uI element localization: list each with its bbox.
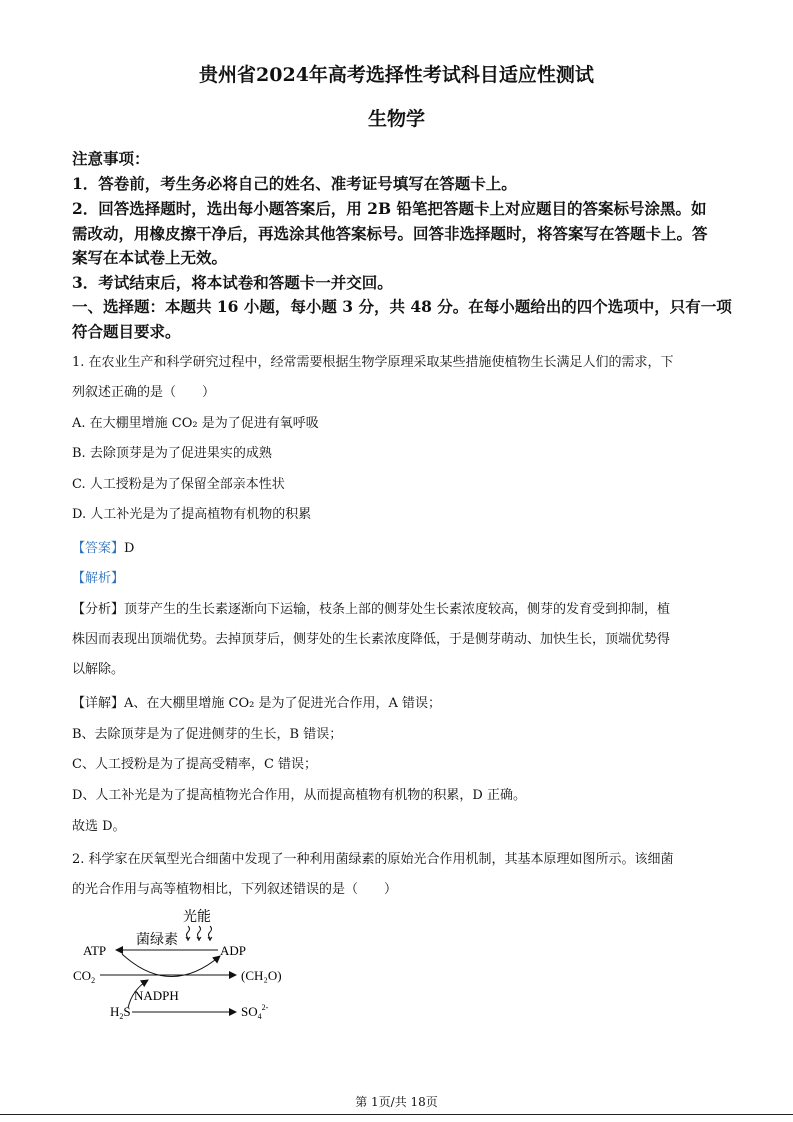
subject-title: 生物学 (367, 108, 425, 130)
q1-xiangjie-line-4: D、人工补光是为了提高植物光合作用，从而提高植物有机物的积累，D 正确。 (72, 788, 526, 803)
q1-stem-line-1: 1. 在农业生产和科学研究过程中，经常需要根据生物学原理采取某些措施使植物生长满足人们的需求，下 (72, 355, 674, 370)
q1-fenxi-line-2: 株因而表现出顶端优势。去掉顶芽后，侧芽处的生长素浓度降低，于是侧芽萌动、加快生长，顶端优势得 (72, 632, 671, 647)
q1-stem-line-2: 列叙述正确的是（ ） (72, 385, 216, 400)
q1-xiangjie-line-2: B、去除顶芽是为了促进侧芽的生长，B 错误； (72, 727, 343, 742)
notice-heading: 注意事项： (72, 149, 150, 168)
q1-option-b: B. 去除顶芽是为了促进果实的成熟 (72, 446, 272, 461)
q1-conclusion: 故选 D。 (72, 819, 126, 834)
bacterial-photosynthesis-diagram (70, 902, 310, 1024)
notice-item-1: 1．答卷前，考生务必将自己的姓名、准考证号填写在答题卡上。 (72, 174, 517, 193)
ch2o-label: (CH₂O) (241, 968, 282, 983)
q2-stem-line-1: 2. 科学家在厌氧型光合细菌中发现了一种利用菌绿素的原始光合作用机制，其基本原理如图所示。该细菌 (72, 852, 674, 867)
h2s-label: $H_2S$ (110, 1004, 131, 1021)
section-heading-line-2: 符合题目要求。 (72, 322, 181, 341)
q1-xiangjie-line-1: 【详解】A、在大棚里增施 CO₂ 是为了促进光合作用，A 错误； (72, 696, 441, 711)
atp-label: ATP (83, 943, 107, 958)
adp-label: ADP (220, 943, 247, 958)
notice-item-3: 3．考试结束后，将本试卷和答题卡一并交回。 (72, 273, 393, 292)
light-wavy-arrows (186, 926, 212, 941)
bacteriochlorophyll-label: 菌绿素 (136, 933, 178, 948)
notice-item-2-line-1: 2．回答选择题时，选出每小题答案后，用 2B 铅笔把答题卡上对应题目的答案标号涂黑。如 (72, 199, 707, 218)
nadph-label: NADPH (134, 988, 179, 1003)
page-title: 贵州省2024年高考选择性考试科目适应性测试 (199, 64, 594, 86)
notice-item-2-line-3: 案写在本试卷上无效。 (72, 248, 228, 267)
q2-stem-line-2: 的光合作用与高等植物相比，下列叙述错误的是（ ） (72, 882, 398, 897)
answer-value: D (124, 541, 135, 556)
light-energy-label: 光能 (183, 910, 211, 925)
page-footer: 第 1页/共 18页 (355, 1095, 438, 1109)
q1-answer-line (72, 537, 134, 556)
notice-item-2-line-2: 需改动，用橡皮擦干净后，再选涂其他答案标号。回答非选择题时，将答案写在答题卡上。答 (72, 224, 708, 243)
bottom-rule (0, 1114, 793, 1115)
analysis-tag: 【解析】 (72, 571, 125, 586)
q1-xiangjie-line-3: C、人工授粉是为了提高受精率，C 错误； (72, 757, 318, 772)
so4-label: $SO_4^{2-}$ (241, 1003, 269, 1021)
q1-fenxi-line-1: 【分析】顶芽产生的生长素逐渐向下运输，枝条上部的侧芽处生长素浓度较高，侧芽的发育受到抑制，植 (72, 602, 671, 617)
q1-fenxi-line-3: 以解除。 (72, 662, 125, 677)
co2-label: $CO_2$ (73, 968, 96, 985)
q1-option-c: C. 人工授粉是为了保留全部亲本性状 (72, 477, 285, 492)
atp-consumption-curve (122, 954, 220, 977)
answer-tag: 【答案】 (72, 541, 125, 556)
q1-option-d: D. 人工补光是为了提高植物有机物的积累 (72, 507, 312, 522)
q1-option-a: A. 在大棚里增施 CO₂ 是为了促进有氧呼吸 (72, 416, 319, 431)
section-heading-line-1: 一、选择题：本题共 16 小题，每小题 3 分，共 48 分。在每小题给出的四个选项中，只有一项 (72, 297, 732, 316)
